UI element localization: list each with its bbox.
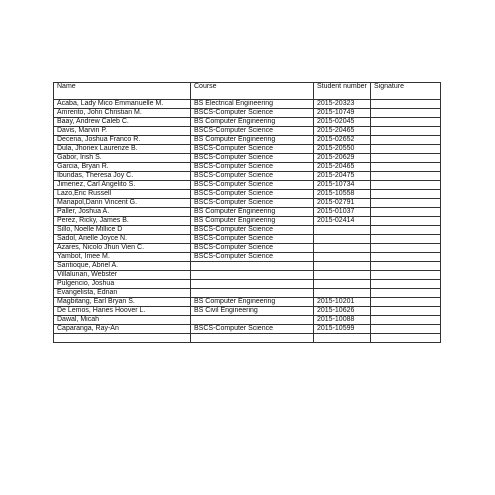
cell-signature: [371, 325, 441, 334]
cell-student-number: 2015-10749: [314, 109, 371, 118]
cell-student-number: 2015-01037: [314, 208, 371, 217]
cell-course: BSCS-Computer Science: [191, 235, 314, 244]
table-row: [54, 127, 441, 136]
cell-signature: [371, 244, 441, 253]
cell-student-number: 2015-20465: [314, 163, 371, 172]
cell-course: BSCS-Computer Science: [191, 154, 314, 163]
cell-student-number: 2015-02791: [314, 199, 371, 208]
cell-course: BSCS-Computer Science: [191, 109, 314, 118]
cell-course: BS Electrical Engineering: [191, 100, 314, 109]
cell-name: Davis, Marvin P.: [54, 127, 191, 136]
table-header: [54, 83, 441, 100]
cell-course: BS Computer Engineering: [191, 136, 314, 145]
table-row: [54, 244, 441, 253]
cell-course: BSCS-Computer Science: [191, 190, 314, 199]
cell-name: [54, 334, 191, 343]
cell-signature: [371, 298, 441, 307]
cell-student-number: 2015-10088: [314, 316, 371, 325]
cell-signature: [371, 127, 441, 136]
cell-course: BSCS-Computer Science: [191, 163, 314, 172]
cell-signature: [371, 109, 441, 118]
cell-name: Acaba, Lady Mico Emmanuelle M.: [54, 100, 191, 109]
cell-student-number: 2015-20629: [314, 154, 371, 163]
table-row: [54, 334, 441, 343]
cell-name: Ibundas, Theresa Joy C.: [54, 172, 191, 181]
cell-student-number: 2015-10734: [314, 181, 371, 190]
table-row: [54, 100, 441, 109]
table-body: [54, 100, 441, 343]
cell-course: BS Civil Engineering: [191, 307, 314, 316]
header-course: Course: [191, 83, 314, 100]
cell-name: Jimenez, Carl Angelito S.: [54, 181, 191, 190]
cell-signature: [371, 190, 441, 199]
cell-course: BSCS-Computer Science: [191, 325, 314, 334]
cell-name: Paller, Joshua A.: [54, 208, 191, 217]
cell-signature: [371, 280, 441, 289]
cell-name: Decena, Joshua Franco R.: [54, 136, 191, 145]
header-row: [54, 83, 441, 100]
table-row: [54, 163, 441, 172]
cell-signature: [371, 235, 441, 244]
cell-name: Yambot, Imee M.: [54, 253, 191, 262]
cell-course: BSCS-Computer Science: [191, 253, 314, 262]
cell-signature: [371, 199, 441, 208]
cell-course: BSCS-Computer Science: [191, 172, 314, 181]
cell-student-number: 2015-02414: [314, 217, 371, 226]
table-row: [54, 208, 441, 217]
cell-signature: [371, 307, 441, 316]
cell-course: BSCS-Computer Science: [191, 127, 314, 136]
cell-name: Pulgencio, Joshua: [54, 280, 191, 289]
cell-student-number: [314, 271, 371, 280]
cell-signature: [371, 118, 441, 127]
cell-course: BSCS-Computer Science: [191, 199, 314, 208]
cell-student-number: [314, 280, 371, 289]
cell-student-number: 2015-20465: [314, 127, 371, 136]
attendance-table: [53, 82, 441, 343]
cell-course: BSCS-Computer Science: [191, 145, 314, 154]
cell-signature: [371, 154, 441, 163]
table-row: [54, 253, 441, 262]
cell-course: BSCS-Computer Science: [191, 181, 314, 190]
table-row: [54, 280, 441, 289]
cell-signature: [371, 172, 441, 181]
table-row: [54, 172, 441, 181]
cell-name: Dawal, Micah: [54, 316, 191, 325]
cell-student-number: [314, 226, 371, 235]
cell-name: Magbitang, Earl Bryan S.: [54, 298, 191, 307]
cell-student-number: [314, 334, 371, 343]
cell-student-number: 2015-10599: [314, 325, 371, 334]
table-row: [54, 298, 441, 307]
table-row: [54, 154, 441, 163]
cell-signature: [371, 217, 441, 226]
table-row: [54, 235, 441, 244]
cell-name: Evangelista, Edrian: [54, 289, 191, 298]
cell-name: Perez, Ricky, James B.: [54, 217, 191, 226]
cell-name: Dula, Jhonex Laurenze B.: [54, 145, 191, 154]
cell-student-number: [314, 244, 371, 253]
cell-student-number: [314, 253, 371, 262]
cell-student-number: 2015-10558: [314, 190, 371, 199]
cell-course: [191, 271, 314, 280]
cell-signature: [371, 316, 441, 325]
cell-signature: [371, 253, 441, 262]
cell-signature: [371, 262, 441, 271]
table-row: [54, 181, 441, 190]
table-row: [54, 109, 441, 118]
header-name: Name: [54, 83, 191, 100]
cell-signature: [371, 163, 441, 172]
cell-course: [191, 262, 314, 271]
cell-student-number: 2015-20475: [314, 172, 371, 181]
cell-name: Azares, Nicolo Jhun Vien C.: [54, 244, 191, 253]
cell-name: Caparanga, Ray-An: [54, 325, 191, 334]
cell-name: Gabor, Irish S.: [54, 154, 191, 163]
cell-course: [191, 280, 314, 289]
cell-name: Sadol, Arielle Joyce N.: [54, 235, 191, 244]
table-row: [54, 145, 441, 154]
cell-course: BS Computer Engineering: [191, 298, 314, 307]
cell-student-number: [314, 262, 371, 271]
cell-student-number: 2015-20550: [314, 145, 371, 154]
table-row: [54, 262, 441, 271]
cell-signature: [371, 334, 441, 343]
cell-signature: [371, 100, 441, 109]
cell-name: Baay, Andrew Caleb C.: [54, 118, 191, 127]
cell-course: BS Computer Engineering: [191, 118, 314, 127]
cell-course: BSCS-Computer Science: [191, 244, 314, 253]
table-row: [54, 271, 441, 280]
table-row: [54, 325, 441, 334]
table-row: [54, 226, 441, 235]
cell-signature: [371, 271, 441, 280]
header-signature: Signature: [371, 83, 441, 100]
cell-name: Manapol,Dann Vincent G.: [54, 199, 191, 208]
cell-name: De Lemos, Hanes Hoover L.: [54, 307, 191, 316]
cell-signature: [371, 289, 441, 298]
cell-student-number: 2015-10626: [314, 307, 371, 316]
table-row: [54, 217, 441, 226]
cell-course: BS Computer Engineering: [191, 208, 314, 217]
cell-signature: [371, 136, 441, 145]
table-row: [54, 118, 441, 127]
cell-signature: [371, 208, 441, 217]
cell-student-number: [314, 235, 371, 244]
cell-course: [191, 334, 314, 343]
cell-name: Sillo, Noelle Millice D: [54, 226, 191, 235]
cell-signature: [371, 226, 441, 235]
table-row: [54, 307, 441, 316]
cell-student-number: 2015-10201: [314, 298, 371, 307]
cell-course: BSCS-Computer Science: [191, 226, 314, 235]
cell-course: BS Computer Engineering: [191, 217, 314, 226]
cell-name: Amrento, John Christian M.: [54, 109, 191, 118]
table-row: [54, 316, 441, 325]
cell-name: Lazo,Eric Russell: [54, 190, 191, 199]
cell-name: Garcia, Bryan R.: [54, 163, 191, 172]
cell-signature: [371, 181, 441, 190]
cell-course: [191, 289, 314, 298]
cell-student-number: [314, 289, 371, 298]
table-row: [54, 289, 441, 298]
cell-signature: [371, 145, 441, 154]
header-student-number: Student number: [314, 83, 371, 100]
cell-name: Santioque, Abriel A.: [54, 262, 191, 271]
cell-student-number: 2015-02045: [314, 118, 371, 127]
table-row: [54, 199, 441, 208]
cell-course: [191, 316, 314, 325]
cell-student-number: 2015-02652: [314, 136, 371, 145]
table-row: [54, 190, 441, 199]
table-row: [54, 136, 441, 145]
cell-student-number: 2015-20323: [314, 100, 371, 109]
cell-name: Villalunan, Webster: [54, 271, 191, 280]
